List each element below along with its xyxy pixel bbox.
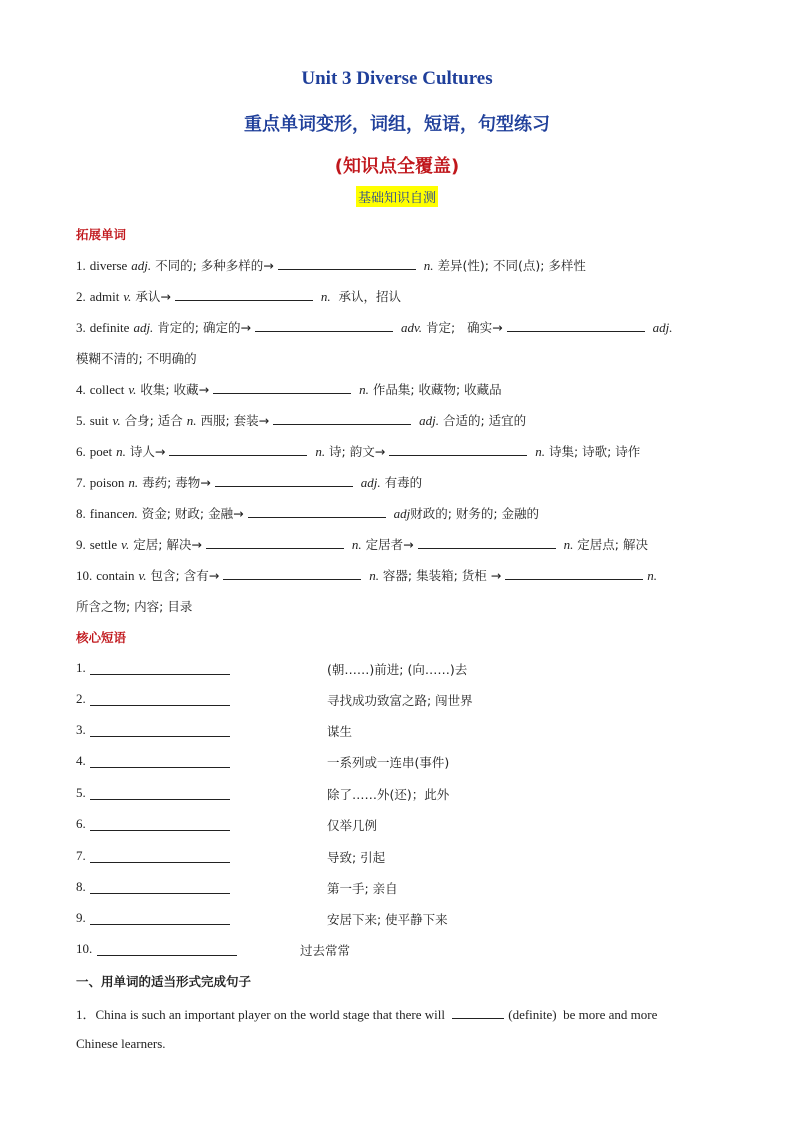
answer-blank[interactable]: [215, 474, 353, 487]
page-tagline: (知识点全覆盖): [334, 156, 460, 177]
page-subtitle: 重点单词变形，词组，短语，句型练习: [244, 114, 550, 135]
vocab-item-7: 7. poison n. 毒药; 毒物→ adj. 有毒的: [76, 475, 423, 490]
vocab-heading: 拓展单词: [76, 227, 127, 242]
answer-blank[interactable]: [97, 943, 237, 956]
answer-blank[interactable]: [255, 319, 393, 332]
answer-blank[interactable]: [90, 912, 230, 925]
vocab-item-1: 1. diverse adj. 不同的; 多种多样的→ n. 差异(性); 不同(点); 多样性: [76, 258, 586, 273]
vocab-item-3: 3. definite adj. 肯定的; 确定的→ adv. 肯定; 确实→ adj.: [76, 320, 673, 335]
answer-blank[interactable]: [90, 850, 230, 863]
answer-blank[interactable]: [273, 412, 411, 425]
vocab-item-5: 5. suit v. 合身; 适合 n. 西服; 套装→ adj. 合适的; 适宜的: [76, 413, 527, 428]
exercise-question-1: 1．China is such an important player on the world stage that there will (definite) be more and more: [76, 1007, 658, 1022]
answer-blank[interactable]: [90, 662, 230, 675]
document-page: Unit 3 Diverse Cultures 重点单词变形，词组，短语，句型练习 (知识点全覆盖) 基础知识自测 拓展单词 1. diverse adj. 不同的; 多种多样的→ n. 差异(性); 不同(点); 多样性 2. admit v. 承认→ n. 承认，招认 3. definite adj. 肯定的; 确定的→ adv. 肯定; 确实→ adj. 模糊不清的; 不明确的 4. collect v. 收集; 收藏→ n. 作品集; 收藏物; 收藏品 5. suit v. 合身; 适合 n. 西服; 套装→ adj. 合适的; 适宜的 6. poet n. 诗人→ n. 诗; 韵文→ n. 诗集; 诗歌; 诗作 7. poison n. 毒药; 毒物→ adj. 有毒的 8. financen. 资金; 财政; 金融→ adj财政的; 财务的; 金融的 9. settle v. 定居; 解决→ n. 定居者→ n. 定居点; 解决 10. contain v. 包含; 含有→ n. 容器; 集装箱; 货柜 → n. 所含之物; 内容; 目录 核心短语 1. (朝……)前进; (向……)去 2. 寻找成功致富之路; 闯世界 3. 谋生 4. 一系列或一连串(事件) 5. 除了……外(还)；此外 6. 仅举几例 7. 导致; 引起 8. 第一手; 亲自 9. 安居下来; 使平静下来 10. 过去常常 一、用单词的适当形式完成句子 1．China is such an important player on the world stage that there will (definite) be more and more Chinese learners.: [0, 0, 794, 1123]
answer-blank[interactable]: [248, 505, 386, 518]
answer-blank[interactable]: [90, 755, 230, 768]
vocab-item-10: 10. contain v. 包含; 含有→ n. 容器; 集装箱; 货柜 → n.: [76, 568, 657, 583]
answer-blank[interactable]: [213, 381, 351, 394]
answer-blank[interactable]: [418, 536, 556, 549]
answer-blank[interactable]: [90, 724, 230, 737]
badge-container: [0, 186, 794, 207]
vocab-item-8: 8. financen. 资金; 财政; 金融→ adj财政的; 财务的; 金融的: [76, 506, 540, 521]
answer-blank[interactable]: [90, 787, 230, 800]
vocab-item-3-cont: 模糊不清的; 不明确的: [76, 351, 197, 366]
answer-blank[interactable]: [505, 567, 643, 580]
page-title: Unit 3 Diverse Cultures: [301, 68, 493, 89]
answer-blank[interactable]: [507, 319, 645, 332]
vocab-item-6: 6. poet n. 诗人→ n. 诗; 韵文→ n. 诗集; 诗歌; 诗作: [76, 444, 641, 459]
vocab-item-9: 9. settle v. 定居; 解决→ n. 定居者→ n. 定居点; 解决: [76, 537, 648, 552]
vocab-item-4: 4. collect v. 收集; 收藏→ n. 作品集; 收藏物; 收藏品: [76, 382, 502, 397]
section-badge: 基础知识自测: [356, 186, 438, 207]
vocab-item-2: 2. admit v. 承认→ n. 承认，招认: [76, 289, 402, 304]
exercise-heading: 一、用单词的适当形式完成句子: [76, 974, 252, 989]
answer-blank[interactable]: [389, 443, 527, 456]
exercise-question-1-cont: Chinese learners.: [76, 1036, 166, 1051]
answer-blank[interactable]: [90, 693, 230, 706]
answer-blank[interactable]: [452, 1006, 504, 1019]
vocab-item-10-cont: 所含之物; 内容; 目录: [76, 599, 193, 614]
answer-blank[interactable]: [223, 567, 361, 580]
answer-blank[interactable]: [175, 288, 313, 301]
answer-blank[interactable]: [206, 536, 344, 549]
answer-blank[interactable]: [90, 818, 230, 831]
phrase-heading: 核心短语: [76, 630, 127, 645]
answer-blank[interactable]: [90, 881, 230, 894]
answer-blank[interactable]: [278, 257, 416, 270]
answer-blank[interactable]: [169, 443, 307, 456]
